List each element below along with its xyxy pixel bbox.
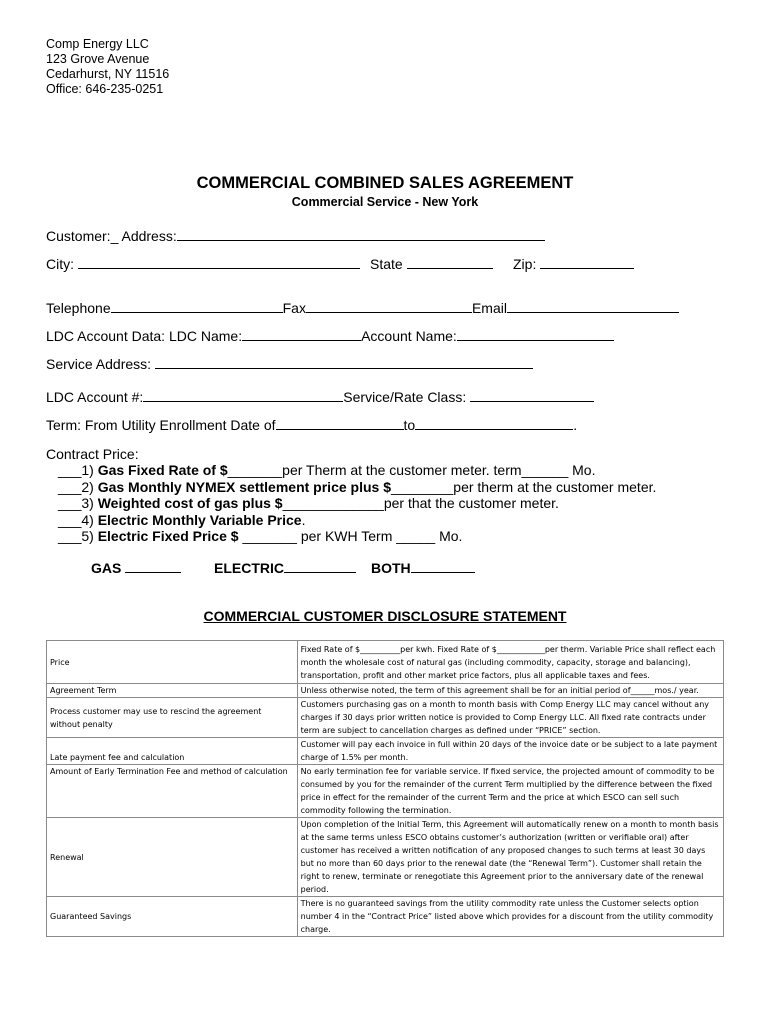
company-city: Cedarhurst, NY 11516 [46,67,170,81]
option-detail: per that the customer meter. [383,495,559,511]
service-rate-class-label: Service/Rate Class: [343,389,467,405]
ldc-name-label: LDC Account Data: LDC Name: [46,328,243,344]
option-checkbox[interactable]: ___ [58,512,82,528]
service-address-field[interactable] [155,356,533,369]
option-number: 3) [81,495,94,511]
both-field[interactable] [411,560,475,573]
option-title: Weighted cost of gas plus $ [97,495,283,511]
option-checkbox[interactable]: ___ [58,462,82,478]
term-to-label: to [403,417,416,433]
option-checkbox[interactable]: ___ [58,479,82,495]
row-text: Customers purchasing gas on a month to month basis with Comp Energy LLC may cancel without any charges if 30 days prior written notice is provided to Comp Energy LLC. All fixed rate contracts under term are subject to cancellation charges as defined under “PRICE” section. [297,698,723,738]
table-row [47,641,724,684]
telephone-label: Telephone [46,300,111,316]
option-title: Electric Fixed Price $ [97,528,239,544]
city-label: City: [46,256,74,272]
state-field[interactable] [407,256,493,269]
option-title: Gas Fixed Rate of $ [97,462,228,478]
service-address-label: Service Address: [46,356,152,372]
option-title: Gas Monthly NYMEX settlement price plus $ [97,479,391,495]
email-label: Email [471,300,507,316]
table-row [47,684,724,698]
gas-field[interactable] [125,560,181,573]
term-end-field[interactable] [415,417,573,430]
ldc-account-label: LDC Account #: [46,389,144,405]
option-number: 4) [81,512,94,528]
state-label: State [370,256,403,272]
price-option-1[interactable] [58,462,595,478]
option-rate-field[interactable]: ________ [391,479,454,495]
row-text: Customer will pay each invoice in full within 20 days of the invoice date or be subject to a late payment charge of 1.5% per month. [297,738,723,765]
zip-row [513,256,634,272]
both-selection [371,560,475,576]
row-label: Renewal [47,818,298,897]
ldc-account-field[interactable] [143,389,343,402]
table-row [47,698,724,738]
company-phone: Office: 646-235-0251 [46,82,164,96]
zip-label: Zip: [513,256,537,272]
table-row [47,738,724,765]
row-label: Agreement Term [47,684,298,698]
disclosure-heading: COMMERCIAL CUSTOMER DISCLOSURE STATEMENT [203,608,567,624]
term-end-period: . [573,417,578,433]
option-detail: _______ per KWH Term _____ Mo. [238,528,463,544]
option-detail: per Therm at the customer meter. term______ Mo. [282,462,596,478]
term-row [46,417,577,433]
gas-label: GAS [91,560,122,576]
row-label: Late payment fee and calculation [47,738,298,765]
customer-address-label: Customer:_ Address: [46,228,177,244]
zip-field[interactable] [540,256,634,269]
account-name-label: Account Name: [361,328,457,344]
customer-address-row [46,228,545,244]
option-detail: per therm at the customer meter. [453,479,657,495]
both-label: BOTH [371,560,411,576]
electric-selection [214,560,356,576]
electric-label: ELECTRIC [214,560,284,576]
email-field[interactable] [507,300,679,313]
row-label: Process customer may use to rescind the agreement without penalty [47,698,298,738]
service-rate-class-field[interactable] [470,389,594,402]
option-rate-field[interactable]: _____________ [282,495,384,511]
address-field[interactable] [177,228,545,241]
option-title: Electric Monthly Variable Price [97,512,302,528]
row-text: Unless otherwise noted, the term of this agreement shall be for an initial period of______mos./ year. [297,684,723,698]
document-subtitle: Commercial Service - New York [291,195,479,209]
option-checkbox[interactable]: ___ [58,495,82,511]
option-detail: . [301,512,306,528]
row-text: Upon completion of the Initial Term, this Agreement will automatically renew on a month to month basis at the same terms unless ESCO obtains customer’s authorization (written or verifiable oral) after customer has received a written notification of any proposed changes to such terms at least 30 days but no more than 60 days prior to the renewal date (the “Renewal Term”). Customer shall retain the right to renew, terminate or renegotiate this Agreement prior to the anniversary date of the renewal period. [297,818,723,897]
table-row [47,897,724,937]
row-label: Guaranteed Savings [47,897,298,937]
city-row [46,256,360,272]
electric-field[interactable] [284,560,356,573]
price-option-3[interactable] [58,495,559,511]
term-from-label: Term: From Utility Enrollment Date of [46,417,276,433]
row-label: Price [47,641,298,684]
document-title: COMMERCIAL COMBINED SALES AGREEMENT [196,174,574,192]
city-field[interactable] [78,256,360,269]
option-number: 5) [81,528,94,544]
service-address-row [46,356,533,372]
company-street: 123 Grove Avenue [46,52,150,66]
ldc-name-field[interactable] [242,328,361,341]
term-start-field[interactable] [276,417,404,430]
ldc-row [46,328,614,344]
gas-selection [91,560,181,576]
contract-price-label: Contract Price: [46,446,139,462]
table-row [47,818,724,897]
row-label: Amount of Early Termination Fee and method of calculation [47,765,298,818]
fax-field[interactable] [306,300,472,313]
option-number: 1) [81,462,94,478]
table-row [47,765,724,818]
option-number: 2) [81,479,94,495]
contact-row [46,300,679,316]
telephone-field[interactable] [111,300,283,313]
ldc-account-row [46,389,594,405]
row-text: No early termination fee for variable service. If fixed service, the projected amount of commodity to be consumed by you for the remainder of the current Term multiplied by the difference between the fixed price in effect for the remainder of the current Term and the price at which ESCO can sell such commodity following the termination. [297,765,723,818]
option-rate-field[interactable]: _______ [227,462,283,478]
row-text: There is no guaranteed savings from the utility commodity rate unless the Customer selects option number 4 in the “Contract Price” listed above which provides for a discount from the utility commodity charge. [297,897,723,937]
account-name-field[interactable] [457,328,614,341]
price-option-4[interactable] [58,512,305,528]
fax-label: Fax [282,300,306,316]
price-option-2[interactable] [58,479,656,495]
price-option-5[interactable] [58,528,462,544]
company-name: Comp Energy LLC [46,37,149,51]
row-text: Fixed Rate of $__________per kwh. Fixed Rate of $____________per therm. Variable Price shall reflect each month the wholesale cost of natural gas (including commodity, capacity, storage and balancing), transportation, profit and other market price factors, plus all applicable taxes and fees. [297,641,723,684]
disclosure-table [46,640,724,937]
state-row [370,256,493,272]
option-checkbox[interactable]: ___ [58,528,82,544]
